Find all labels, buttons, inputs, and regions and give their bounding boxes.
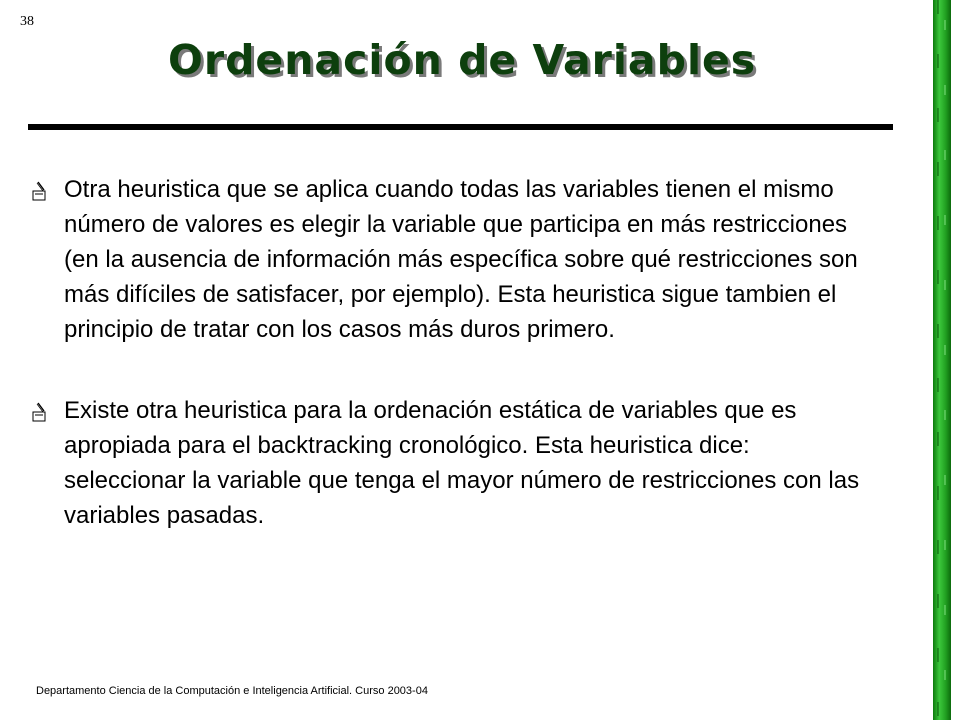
page-number: 38 xyxy=(20,14,34,29)
title-underline xyxy=(28,124,893,130)
decorative-green-bar xyxy=(933,0,951,720)
bullet-list xyxy=(28,172,868,533)
bullet-text: Otra heuristica que se aplica cuando todas las variables tienen el mismo número de valores es elegir la variable que participa en más restricciones (en la ausencia de información más específica sobre qué restricciones son más difíciles de satisfacer, por ejemplo). Esta heuristica sigue tambien el principio de tratar con los casos más duros primero. xyxy=(64,176,858,343)
bullet-item xyxy=(28,393,868,533)
pen-bullet-icon xyxy=(31,180,47,202)
bullet-text: Existe otra heuristica para la ordenación estática de variables que es apropiada para el backtracking cronológico. Esta heuristica dice: seleccionar la variable que tenga el mayor número de restricciones con las variables pasadas. xyxy=(64,397,860,529)
pen-bullet-icon xyxy=(31,401,47,423)
footer: Departamento Ciencia de la Computación e Inteligencia Artificial. Curso 2003-04 xyxy=(36,685,428,697)
bullet-item xyxy=(28,172,868,347)
slide-title: Ordenación de Variables xyxy=(168,36,757,84)
